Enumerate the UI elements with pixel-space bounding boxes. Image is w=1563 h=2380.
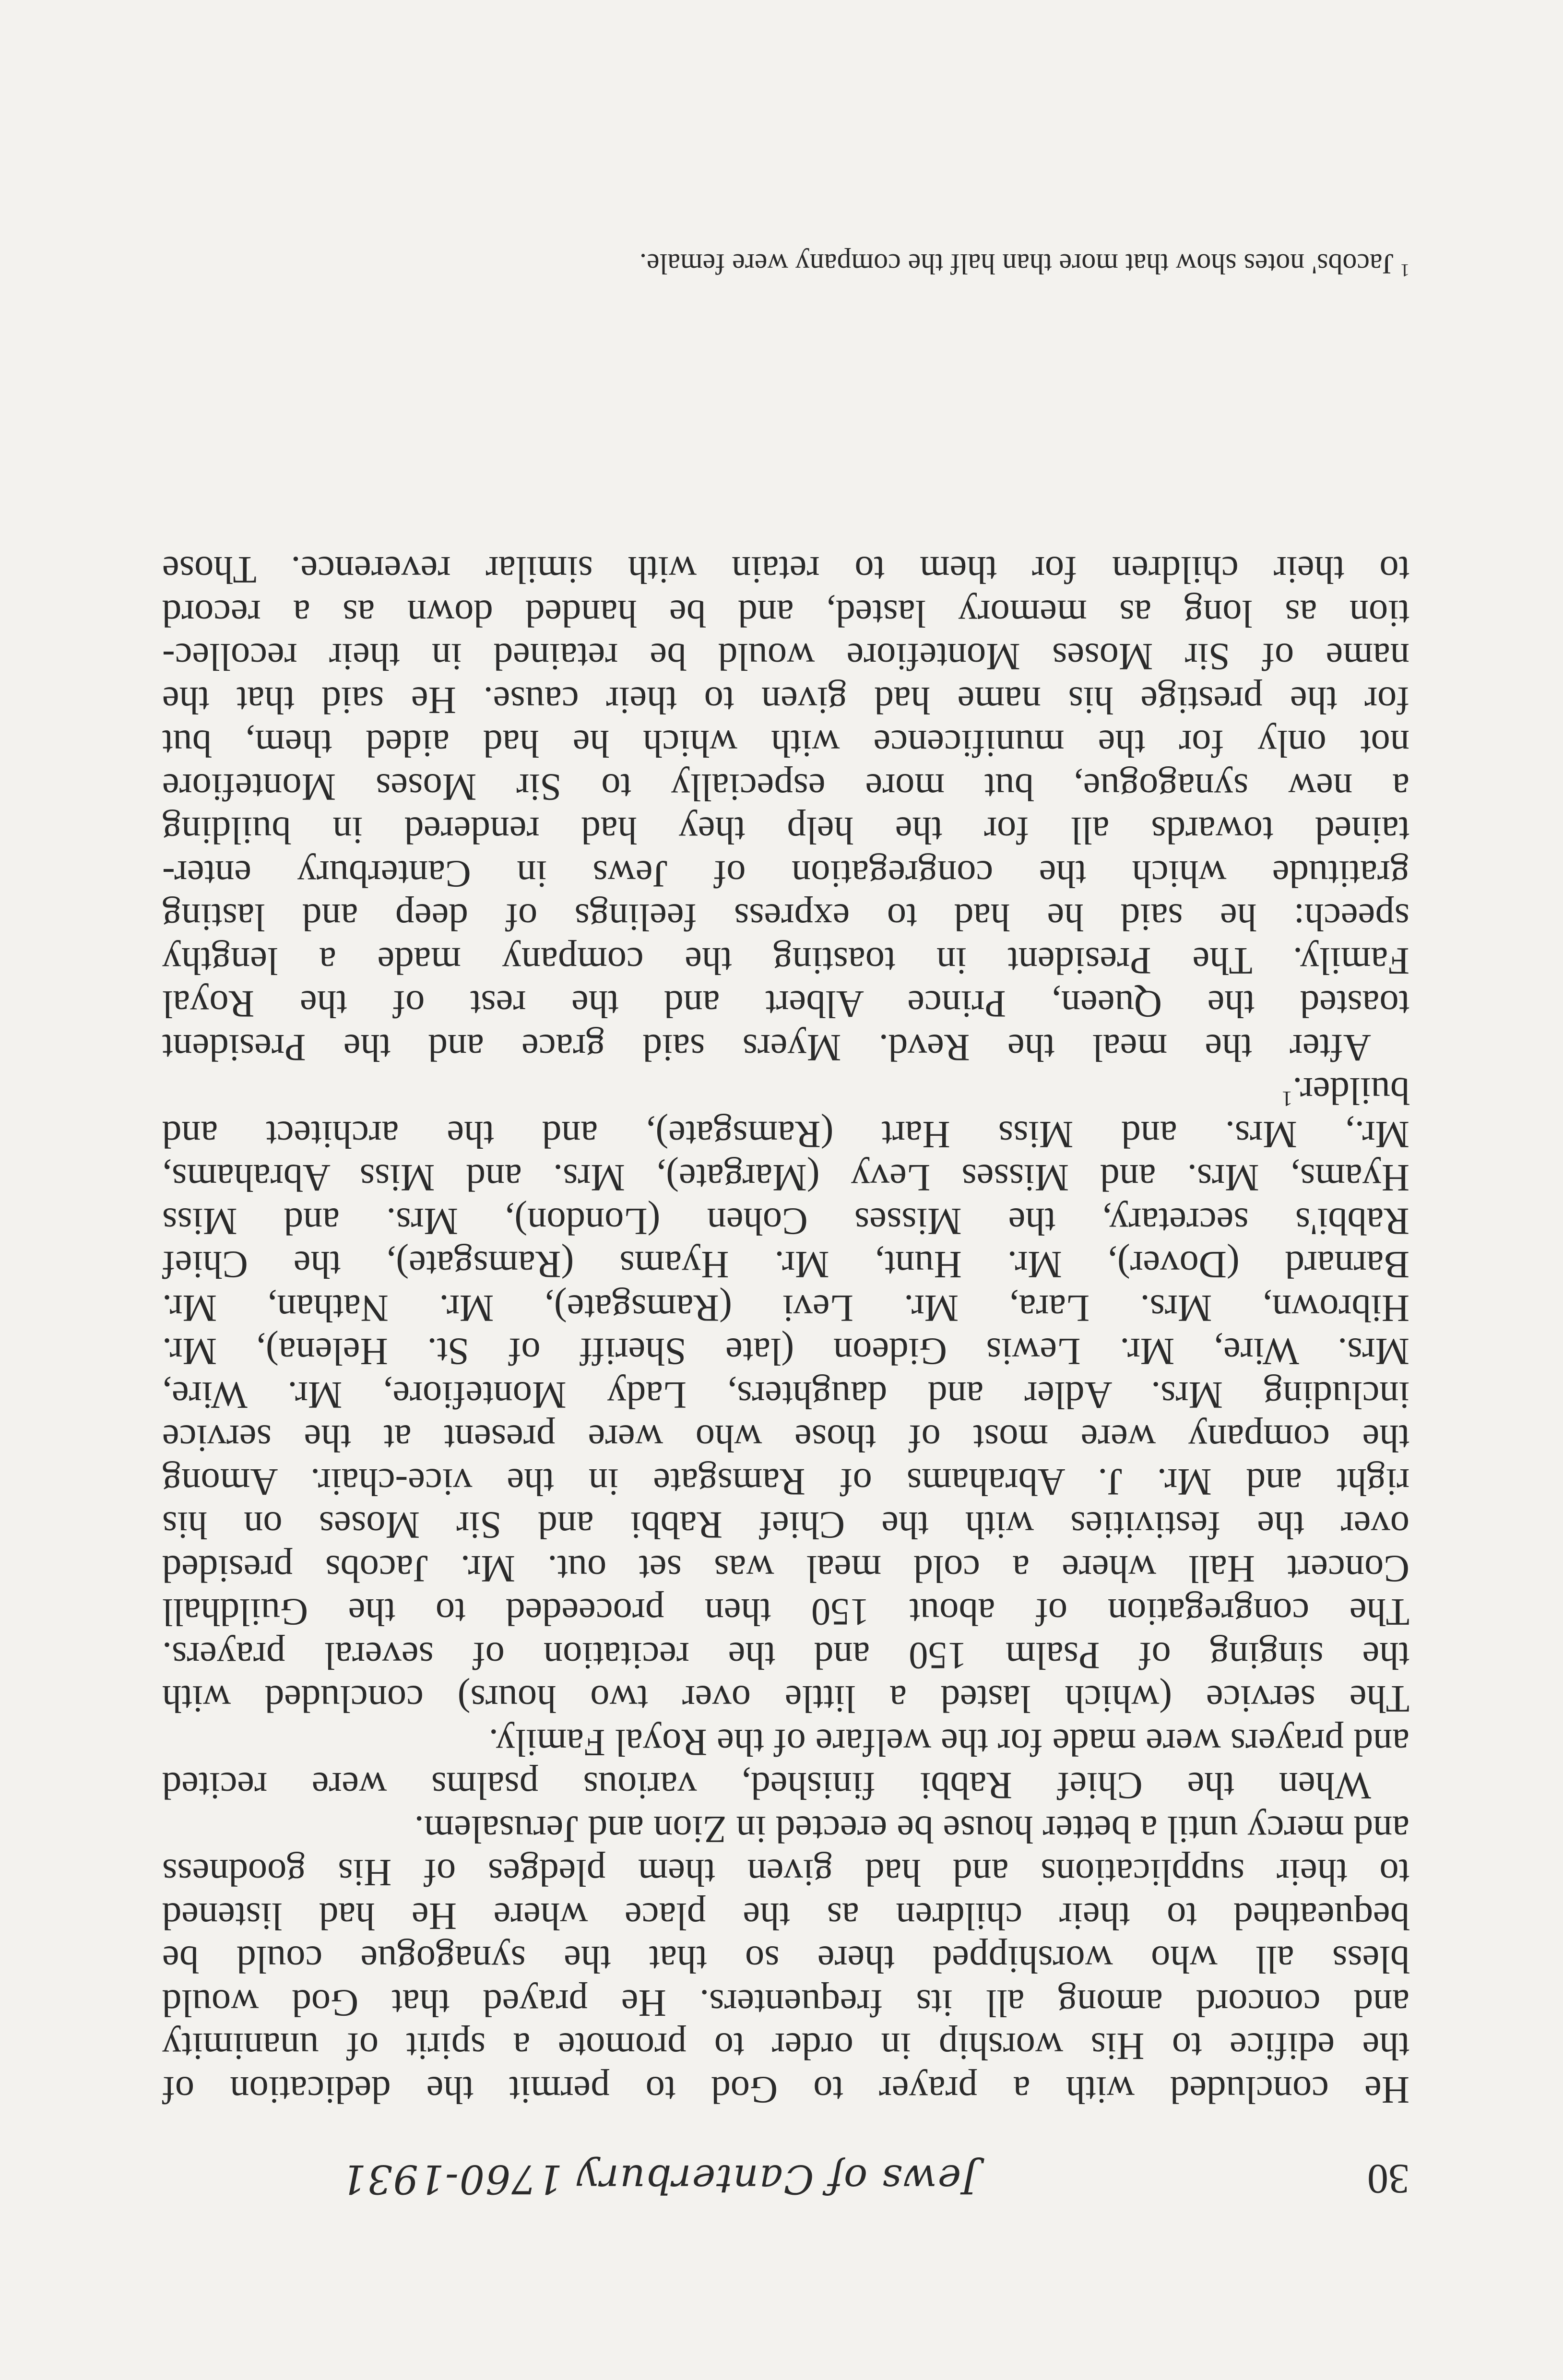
- text-line: toasted the Queen, Prince Albert and the rest of the Royal: [162, 983, 1409, 1026]
- body-text: [162, 548, 1409, 2111]
- text-line: to their supplications and had given them pledges of His goodness: [162, 1851, 1409, 1894]
- text-line: bless all who worshipped there so that the synagogue could be: [162, 1938, 1409, 1981]
- footnote-number: 1: [1400, 260, 1409, 280]
- text-line: bequeathed to their children as the place where He had listened: [162, 1895, 1409, 1938]
- text-line: not only for the munificence with which he had aided them, but: [162, 722, 1409, 765]
- text-line: tion as long as memory lasted, and be handed down as a record: [162, 592, 1409, 635]
- text-line: Barnard (Dover), Mr. Hunt, Mr. Hyams (Ramsgate), the Chief: [162, 1243, 1409, 1286]
- text-line: over the festivities with the Chief Rabbi and Sir Moses on his: [162, 1504, 1409, 1547]
- footnote-marker: 1: [1281, 1087, 1293, 1112]
- text-line: including Mrs. Adler and daughters, Lady Montefiore, Mr. Wire,: [162, 1374, 1409, 1416]
- text-line: Mr., Mrs. and Miss Hart (Ramsgate), and the architect and: [162, 1113, 1409, 1156]
- text-line: Rabbi's secretary, the Misses Cohen (London), Mrs. and Miss: [162, 1200, 1409, 1243]
- text-line: right and Mr. J. Abrahams of Ramsgate in the vice-chair. Among: [162, 1461, 1409, 1503]
- text-line: Hibrown, Mrs. Lara, Mr. Levi (Ramsgate), Mr. Nathan, Mr.: [162, 1287, 1409, 1330]
- text-line: Concert Hall where a cold meal was set out. Mr. Jacobs presided: [162, 1547, 1409, 1590]
- text-line: After the meal the Revd. Myers said grace and the President: [162, 1026, 1371, 1069]
- text-line: gratitude which the congregation of Jews in Canterbury enter-: [162, 853, 1409, 895]
- text-line: tained towards all for the help they had rendered in building: [162, 809, 1409, 852]
- text-line: for the prestige his name had given to their cause. He said that the: [162, 679, 1409, 722]
- running-title: Jews of Canterbury 1760-1931: [340, 2156, 978, 2202]
- text-line: The congregation of about 150 then proceeded to the Guildhall: [162, 1591, 1409, 1634]
- text-line: to their children for them to retain with similar reverence. Those: [162, 548, 1409, 592]
- text-line: and prayers were made for the welfare of the Royal Family.: [488, 1721, 1409, 1764]
- text-line: and concord among all its frequenters. He prayed that God would: [162, 1982, 1409, 2024]
- text-line: Hyams, Mrs. and Misses Levy (Margate), Mrs. and Miss Abrahams,: [162, 1156, 1409, 1200]
- page-number: 30: [1367, 2155, 1409, 2202]
- text-line: builder.: [1292, 1070, 1409, 1113]
- text-line: The service (which lasted a little over two hours) concluded with: [162, 1678, 1409, 1721]
- text-line: speech: he said he had to express feelings of deep and lasting: [162, 896, 1409, 939]
- text-line: He concluded with a prayer to God to permit the dedication of: [162, 2069, 1409, 2111]
- text-line: Family. The President in toasting the company made a lengthy: [162, 940, 1409, 982]
- text-line: and mercy until a better house be erected in Zion and Jerusalem.: [414, 1808, 1409, 1851]
- text-line: the edifice to His worship in order to promote a spirit of unanimity: [162, 2025, 1409, 2068]
- text-line: name of Sir Moses Montefiore would be retained in their recollec-: [162, 635, 1409, 678]
- text-line: When the Chief Rabbi finished, various psalms were recited: [162, 1764, 1371, 1808]
- running-head: [162, 2154, 1409, 2202]
- text-line: Mrs. Wire, Mr. Lewis Gideon (late Sheriff of St. Helena), Mr.: [162, 1330, 1409, 1373]
- text-line: the company were most of those who were present at the service: [162, 1417, 1409, 1460]
- text-line: the singing of Psalm 150 and the recitation of several prayers.: [162, 1634, 1409, 1677]
- footnote: [162, 245, 1409, 283]
- text-line: a new synagogue, but more especially to Sir Moses Montefiore: [162, 766, 1409, 809]
- text-line-with-footnote: [162, 1069, 1409, 1113]
- footnote-text: Jacobs' notes show that more than half the company were female.: [639, 248, 1394, 280]
